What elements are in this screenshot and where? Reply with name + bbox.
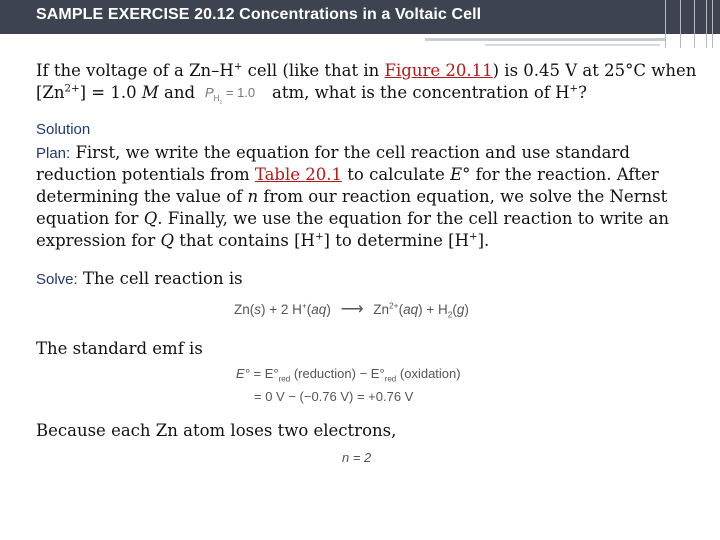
question-line-2-end xyxy=(272,82,587,104)
text: 2 xyxy=(219,99,223,106)
text: If the voltage of a Zn–H xyxy=(36,61,234,80)
text: to calculate xyxy=(342,165,451,184)
solve-line xyxy=(36,268,243,291)
title-bar xyxy=(0,0,720,34)
text: n xyxy=(247,187,259,206)
text: equation for xyxy=(36,209,144,228)
text: E° xyxy=(236,366,250,381)
pressure-equation xyxy=(205,85,256,106)
emf-line: The standard emf is xyxy=(36,339,203,358)
text: = 0 V − (−0.76 V) = +0.76 V xyxy=(254,389,414,404)
electrons-line: Because each Zn atom loses two electrons, xyxy=(36,421,397,440)
text: cell (like that in xyxy=(242,61,385,80)
text: g xyxy=(456,302,465,317)
text: from our reaction equation, we solve the Nernst xyxy=(258,187,668,206)
text: s xyxy=(254,302,261,317)
text: Zn( xyxy=(234,302,255,317)
plan-label: Plan: xyxy=(36,145,71,162)
solve-label: Solve: xyxy=(36,271,78,288)
question-line-2 xyxy=(36,82,195,104)
text: = E° xyxy=(249,366,279,381)
text: = 1.0 xyxy=(222,85,256,100)
text: Q xyxy=(160,231,175,250)
n-equation xyxy=(342,450,371,465)
text: n = 2 xyxy=(342,450,372,465)
solution-heading: Solution xyxy=(36,121,91,138)
text: ] to determine [H xyxy=(323,231,470,250)
text: ) is 0.45 V at 25°C when xyxy=(492,61,697,80)
text: 2+ xyxy=(389,300,399,311)
text: ] = 1.0 xyxy=(79,83,142,102)
text: ]. xyxy=(477,231,490,250)
text: that contains [H xyxy=(174,231,315,250)
text: (oxidation) xyxy=(396,366,461,381)
header-decoration-bar xyxy=(485,44,660,46)
text: + xyxy=(569,83,579,95)
text: ) + 2 H xyxy=(261,302,302,317)
text: P xyxy=(205,85,214,100)
text: red xyxy=(384,374,397,384)
text: Q xyxy=(143,209,158,228)
header-divider xyxy=(665,0,666,48)
text: E xyxy=(450,165,463,184)
table-link[interactable]: Table 20.1 xyxy=(254,165,343,184)
header-divider xyxy=(706,0,707,48)
question-line-1 xyxy=(36,60,696,82)
text: ° for the reaction. After xyxy=(462,165,659,184)
text: . Finally, we use the equation for the cell reaction to write an xyxy=(157,209,669,228)
text: + xyxy=(469,231,478,243)
text: M xyxy=(141,83,159,102)
page-title: SAMPLE EXERCISE 20.12 Concentrations in a Voltaic Cell xyxy=(36,6,482,23)
header-decoration-bar xyxy=(425,38,665,41)
plan-line-5 xyxy=(36,230,489,252)
text: [Zn xyxy=(36,83,65,102)
text: atm, what is the concentration of H xyxy=(272,83,570,102)
emf-equation-line-1 xyxy=(236,366,461,384)
text: + H xyxy=(426,302,448,317)
header-divider xyxy=(680,0,681,48)
text: H xyxy=(213,93,220,103)
text: 2 xyxy=(447,309,453,320)
text: 2+ xyxy=(64,83,80,95)
figure-link[interactable]: Figure 20.11 xyxy=(384,61,493,80)
text: determining the value of xyxy=(36,187,248,206)
cell-reaction-equation: Zn(s) + 2 H+(aq) ⟶ $Zn^{2+}(aq) + H_2(g)$ xyxy=(234,300,469,320)
text: First, we write the equation for the cell reaction and use standard xyxy=(70,143,630,162)
plan-line-3 xyxy=(36,186,667,208)
text: + xyxy=(301,300,307,311)
plan-line-1 xyxy=(36,142,630,165)
plan-line-2 xyxy=(36,164,659,186)
emf-equation-line-2 xyxy=(254,389,413,404)
text: expression for xyxy=(36,231,161,250)
text: reduction potentials from xyxy=(36,165,255,184)
text: The cell reaction is xyxy=(77,269,243,288)
text: Zn xyxy=(373,302,390,317)
header-divider xyxy=(694,0,695,48)
text: + xyxy=(233,61,243,73)
plan-line-4 xyxy=(36,208,669,230)
text: + xyxy=(314,231,324,243)
text: and xyxy=(158,83,196,102)
text: ? xyxy=(578,83,587,102)
text: (reduction) − E° xyxy=(290,366,385,381)
text: aq xyxy=(403,302,419,317)
text: aq xyxy=(311,302,327,317)
text: red xyxy=(278,374,291,384)
reaction-arrow: ⟶ xyxy=(340,301,364,318)
header-divider xyxy=(712,0,713,48)
